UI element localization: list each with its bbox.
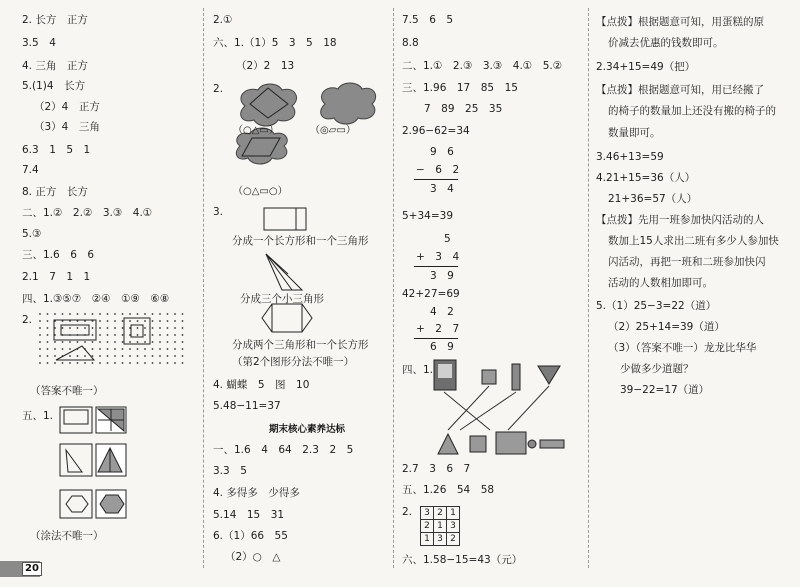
answer-line: 分成一个长方形和一个三角形	[232, 235, 369, 247]
shape-answer: （○△▭）	[233, 125, 279, 136]
answer-line: 分成两个三角形和一个长方形	[232, 339, 369, 351]
answer-line: 六、1.58−15=43（元）	[402, 554, 523, 566]
shape-answer: （○△▭○）	[233, 186, 288, 197]
answer-line: 二、1.② 2.② 3.③ 4.①	[22, 207, 153, 219]
answer-line: 4.21+15=36（人）	[596, 172, 696, 184]
hint-line: 【点拨】根据题意可知，用已经搬了	[596, 84, 764, 96]
hint-line: 的椅子的数量加上还没有搬的椅子的	[608, 105, 776, 117]
answer-line: 8. 正方 长方	[22, 186, 88, 198]
vertical-calc: 3 4	[430, 183, 454, 195]
answer-line: 分成三个小三角形	[240, 293, 324, 305]
dot-grid-figure	[34, 310, 192, 372]
vertical-calc: 9 6	[430, 146, 454, 158]
answer-line: 5+34=39	[402, 210, 453, 222]
answer-line: （2）2 13	[236, 60, 295, 72]
number-grid: 3 2 1 2 1 3 1 3 2	[420, 506, 460, 546]
answer-line: 2. 长方 正方	[22, 14, 88, 26]
answer-line: （3）（答案不唯一）龙龙比华华	[608, 342, 757, 354]
answer-line: 二、1.① 2.③ 3.③ 4.① 5.②	[402, 60, 563, 72]
answer-line: 五、1.26 54 58	[402, 484, 495, 496]
answer-line: 6.（1）66 55	[213, 530, 288, 542]
answer-line: 2.	[22, 314, 33, 326]
answer-line: （2）4 正方	[34, 101, 100, 113]
answer-line: 5.③	[22, 228, 42, 240]
answer-line: 2.7 3 6 7	[402, 463, 471, 475]
answer-line: 2.1 7 1 1	[22, 271, 91, 283]
answer-line: 5.14 15 31	[213, 509, 285, 521]
hexagon-figure	[258, 302, 318, 336]
answer-line: 3.	[213, 206, 224, 218]
hint-line: 数加上15人求出二班有多少人参加快	[608, 235, 779, 247]
answer-line: 7 89 25 35	[424, 103, 503, 115]
answer-line: 六、1.（1）5 3 5 18	[213, 37, 337, 49]
answer-line: 5.48−11=37	[213, 400, 281, 412]
page-number: 20	[22, 562, 42, 576]
vertical-calc: 5	[444, 233, 451, 245]
vertical-calc: − 6 2	[416, 164, 460, 176]
section-banner: 期末核心素养达标	[268, 424, 345, 435]
column-divider	[203, 8, 205, 568]
answer-line: 2.①	[213, 14, 233, 26]
answer-line: 2.34+15=49（把）	[596, 61, 696, 73]
answer-line: 三、1.96 17 85 15	[402, 82, 518, 94]
answer-line: 4. 多得多 少得多	[213, 487, 300, 499]
answer-line: 4. 蝴蝶 5 图 10	[213, 379, 310, 391]
answer-line: 7.4	[22, 164, 39, 176]
answer-line: 3.46+13=59	[596, 151, 664, 163]
answer-line: 一、1.6 4 64 2.3 2 5	[213, 444, 354, 456]
answer-line: 4. 三角 正方	[22, 60, 88, 72]
answer-line: 6.3 1 5 1	[22, 144, 91, 156]
answer-line: （3）4 三角	[34, 121, 100, 133]
vertical-calc: 6 9	[430, 341, 454, 353]
hint-line: 活动的人数相加即可。	[608, 277, 713, 289]
answer-line: （2）○ △	[225, 551, 281, 563]
answer-line: 5.(1)4 长方	[22, 80, 86, 92]
answer-line: （涂法不唯一）	[30, 530, 104, 542]
answer-line: 三、1.6 6 6	[22, 249, 95, 261]
answer-line: 四、1.	[402, 364, 434, 376]
cloud-shapes-figure	[230, 80, 400, 200]
answer-line: 42+27=69	[402, 288, 460, 300]
coloring-shapes-figure	[58, 402, 130, 522]
answer-line: （2）25+14=39（道）	[608, 321, 725, 333]
answer-line: 2.	[213, 83, 224, 95]
answer-line: （答案不唯一）	[30, 385, 104, 397]
answer-line: 7.5 6 5	[402, 14, 454, 26]
hint-line: 数量即可。	[608, 127, 661, 139]
answer-line: 2.96−62=34	[402, 125, 470, 137]
answer-line: 少做多少道题？	[620, 363, 694, 375]
answer-line: 3.5 4	[22, 37, 56, 49]
answer-line: 8.8	[402, 37, 419, 49]
hint-line: 价减去优惠的钱数即可。	[608, 37, 724, 49]
answer-line: 39−22=17（道）	[620, 384, 710, 396]
hint-line: 【点拨】先用一班参加快闪活动的人	[596, 214, 764, 226]
answer-line: 2.	[402, 506, 413, 518]
page-number-tab	[0, 561, 40, 577]
vertical-calc: + 2 7	[416, 323, 460, 335]
hint-line: 【点拨】根据题意可知，用蛋糕的原	[596, 16, 764, 28]
answer-line: 5.（1）25−3=22（道）	[596, 300, 717, 312]
answer-line: 3.3 5	[213, 465, 247, 477]
matching-figure	[434, 360, 574, 460]
answer-line: 四、1.③⑤⑦ ②④ ①⑨ ⑥⑧	[22, 293, 170, 305]
hint-line: 闪活动，再把一班和二班参加快闪	[608, 256, 766, 268]
vertical-calc: + 3 4	[416, 251, 460, 263]
vertical-calc: 3 9	[430, 270, 454, 282]
column-divider	[588, 8, 590, 568]
answer-line: （第2个图形分法不唯一）	[232, 356, 355, 368]
vertical-calc: 4 2	[430, 306, 454, 318]
division-figures	[262, 204, 322, 304]
shape-answer: （◎▱▭）	[310, 125, 356, 136]
answer-line: 21+36=57（人）	[608, 193, 698, 205]
answer-line: 五、1.	[22, 410, 54, 422]
